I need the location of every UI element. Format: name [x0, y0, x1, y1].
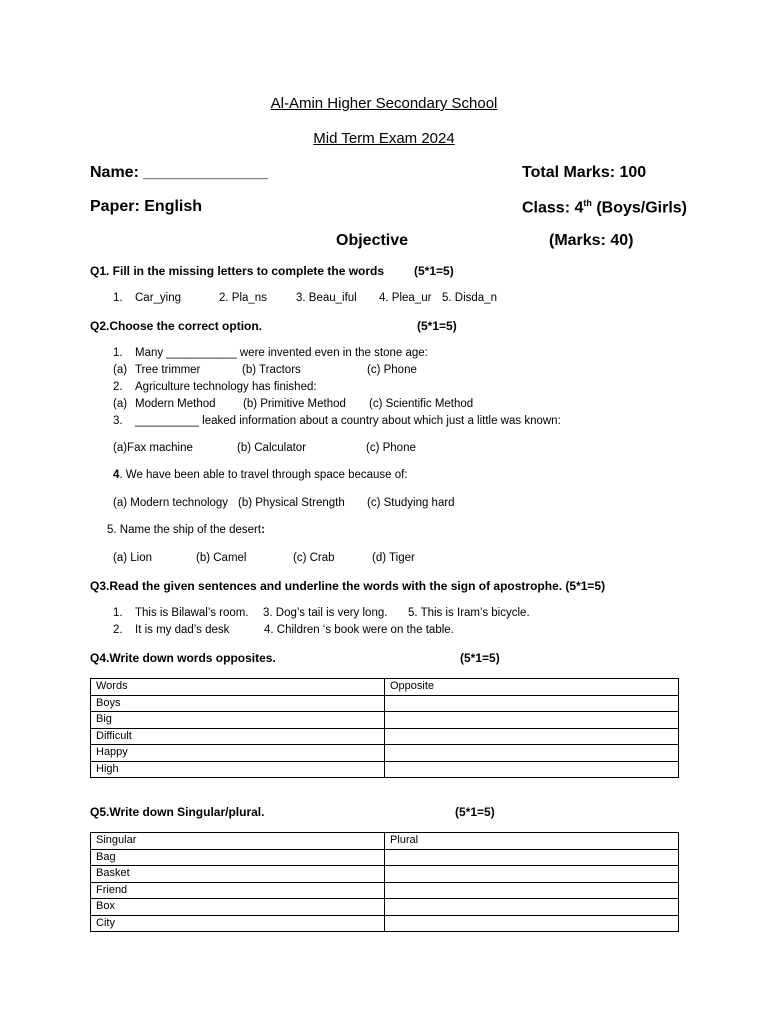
q2-l8-a: (a) Modern technology: [113, 497, 229, 509]
q3-r1-b: 3. Dog’s tail is very long.: [263, 607, 388, 619]
q2-l4-num: (a): [113, 398, 128, 410]
table-row: [91, 849, 679, 866]
answer-cell[interactable]: [385, 761, 679, 778]
word-cell: City: [91, 915, 385, 932]
q4-title: Q4.Write down words opposites.: [90, 651, 276, 665]
q2-l2-c: (c) Phone: [367, 364, 417, 376]
q2-l5-text: __________ leaked information about a country about which just a little was known:: [135, 415, 561, 427]
answer-cell[interactable]: [385, 899, 679, 916]
q2-l9-text: 5. Name the ship of the desert: [107, 524, 262, 536]
word-cell: Difficult: [91, 728, 385, 745]
answer-cell[interactable]: [385, 695, 679, 712]
q2-l4-b: (b) Primitive Method: [243, 398, 346, 410]
answer-cell[interactable]: [385, 849, 679, 866]
q2-l7-num: 4: [113, 469, 120, 481]
name-label: Name:: [90, 164, 139, 181]
paper-label: Paper: English: [90, 198, 203, 215]
word-cell: Basket: [91, 866, 385, 883]
q2-l7: [113, 469, 408, 481]
table-header: Plural: [385, 833, 679, 850]
q2-l5-num: 3.: [113, 415, 123, 427]
table-header: Singular: [91, 833, 385, 850]
q2-l7-text: . We have been able to travel through space because of:: [119, 469, 408, 481]
table-row: [91, 866, 679, 883]
answer-cell[interactable]: [385, 728, 679, 745]
table-row: [91, 745, 679, 762]
table-header-row: [91, 833, 679, 850]
q1-item-3: 3. Beau_iful: [296, 292, 357, 304]
q2-l9: [107, 524, 265, 536]
q3-r2-num: 2.: [113, 624, 123, 636]
name-blank: ______________: [143, 164, 268, 181]
table-header: Opposite: [385, 679, 679, 696]
q5-title: Q5.Write down Singular/plural.: [90, 805, 265, 819]
table-header: Words: [91, 679, 385, 696]
answer-cell[interactable]: [385, 712, 679, 729]
table-row: [91, 712, 679, 729]
q3-r2-b: 4. Children ‘s book were on the table.: [264, 624, 454, 636]
q1-item-2: 2. Pla_ns: [219, 292, 267, 304]
name-field: [90, 164, 268, 182]
q2-l6-b: (b) Calculator: [237, 442, 307, 454]
table-header-row: [91, 679, 679, 696]
exam-title: Mid Term Exam 2024: [313, 130, 455, 147]
q2-l6-a: (a)Fax machine: [113, 442, 193, 454]
q2-l4-c: (c) Scientific Method: [369, 398, 474, 410]
singular-plural-table: [90, 832, 679, 932]
q2-l3-num: 2.: [113, 381, 123, 393]
answer-cell[interactable]: [385, 866, 679, 883]
q2-marks: (5*1=5): [417, 319, 457, 333]
table-row: [91, 882, 679, 899]
q2-l4-a: Modern Method: [135, 398, 216, 410]
q4-marks: (5*1=5): [460, 651, 500, 665]
word-cell: Box: [91, 899, 385, 916]
q2-l8-b: (b) Physical Strength: [238, 497, 345, 509]
word-cell: Bag: [91, 849, 385, 866]
q5-marks: (5*1=5): [455, 805, 495, 819]
q2-l2-a: Tree trimmer: [135, 364, 201, 376]
q2-l8-c: (c) Studying hard: [367, 497, 455, 509]
q2-l3-text: Agriculture technology has finished:: [135, 381, 317, 393]
answer-cell[interactable]: [385, 882, 679, 899]
class-prefix: Class: 4: [522, 199, 584, 217]
opposites-table: [90, 678, 679, 778]
q2-title: Q2.Choose the correct option.: [90, 319, 263, 333]
q1-item-1: Car_ying: [135, 292, 182, 304]
q1-title: Q1. Fill in the missing letters to complete the words: [90, 264, 385, 278]
table-row: [91, 899, 679, 916]
word-cell: Boys: [91, 695, 385, 712]
table-row: [91, 915, 679, 932]
table-row: [91, 695, 679, 712]
word-cell: Big: [91, 712, 385, 729]
q2-l9-colon: :: [261, 524, 265, 536]
q3-r2-a: It is my dad’s desk: [135, 624, 230, 636]
table-row: [91, 728, 679, 745]
class-suffix: (Boys/Girls): [591, 199, 688, 217]
q2-l2-num: (a): [113, 364, 128, 376]
q1-marks: (5*1=5): [414, 264, 454, 278]
q2-l10-d: (d) Tiger: [372, 552, 415, 564]
q2-l10-a: (a) Lion: [113, 552, 152, 564]
section-marks: (Marks: 40): [549, 232, 634, 249]
q2-l6-c: (c) Phone: [366, 442, 416, 454]
q3-title: Q3.Read the given sentences and underline the words with the sign of apostrophe. (5*1=5): [90, 579, 606, 593]
answer-cell[interactable]: [385, 915, 679, 932]
school-title: Al-Amin Higher Secondary School: [270, 95, 498, 112]
q3-r1-c: 5. This is Iram’s bicycle.: [408, 607, 530, 619]
q2-l2-b: (b) Tractors: [242, 364, 301, 376]
q2-l10-b: (b) Camel: [196, 552, 247, 564]
q3-r1-num: 1.: [113, 607, 123, 619]
q1-item-4: 4. Plea_ur: [379, 292, 432, 304]
q2-l1-text: Many ___________ were invented even in the stone age:: [135, 347, 428, 359]
class-sup: th: [583, 198, 592, 208]
section-title: Objective: [336, 232, 409, 249]
q2-l10-c: (c) Crab: [293, 552, 335, 564]
word-cell: Friend: [91, 882, 385, 899]
word-cell: Happy: [91, 745, 385, 762]
q3-r1-a: This is Bilawal’s room.: [135, 607, 249, 619]
answer-cell[interactable]: [385, 745, 679, 762]
word-cell: High: [91, 761, 385, 778]
q1-item-5: 5. Disda_n: [442, 292, 497, 304]
class-label: [522, 198, 687, 217]
q1-number: 1.: [113, 292, 123, 304]
table-row: [91, 761, 679, 778]
total-marks: Total Marks: 100: [522, 164, 647, 181]
q2-l1-num: 1.: [113, 347, 123, 359]
